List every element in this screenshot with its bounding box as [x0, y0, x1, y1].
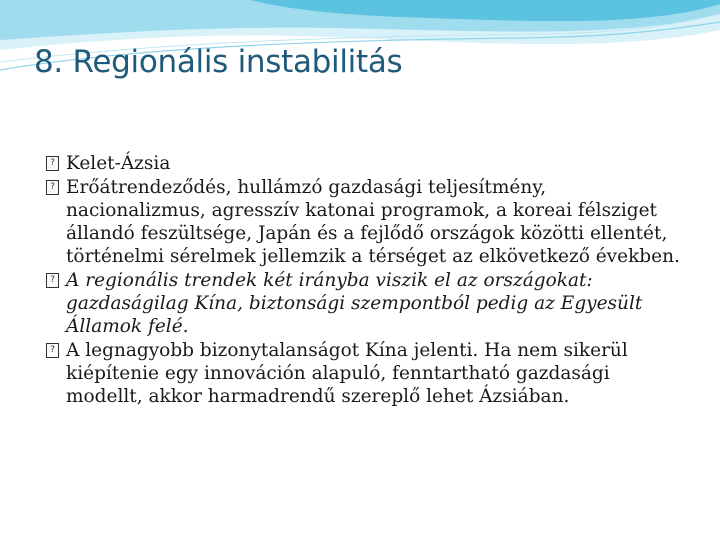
bullet-item — [46, 152, 686, 175]
bullet-text: A legnagyobb bizonytalanságot Kína jelenti. Ha nem sikerül kiépítenie egy innováción alapuló, fenntartható gazdasági modellt, akkor harmadrendű szereplő lehet Ázsiában. — [66, 340, 628, 407]
bullet-text: Erőátrendeződés, hullámzó gazdasági teljesítmény, nacionalizmus, agresszív katonai programok, a koreai félsziget állandó feszültsége, Japán és a fejlődő országok közötti ellentét, történelmi sérelmek jellemzik a térséget az elkövetkező években. — [66, 177, 680, 267]
slide-title: 8. Regionális instabilitás — [34, 44, 403, 80]
bullet-text: Kelet-Ázsia — [66, 153, 171, 174]
bullet-item — [46, 269, 686, 338]
missing-glyph-bullet-icon: ? — [46, 273, 59, 288]
bullet-item — [46, 176, 686, 268]
missing-glyph-bullet-icon: ? — [46, 180, 59, 195]
bullet-item — [46, 339, 686, 408]
bullet-list — [46, 152, 686, 409]
missing-glyph-bullet-icon: ? — [46, 156, 59, 171]
bullet-text: A regionális trendek két irányba viszik el az országokat: gazdaságilag Kína, biztonsági szempontból pedig az Egyesült Államok felé. — [66, 270, 643, 337]
missing-glyph-bullet-icon: ? — [46, 343, 59, 358]
